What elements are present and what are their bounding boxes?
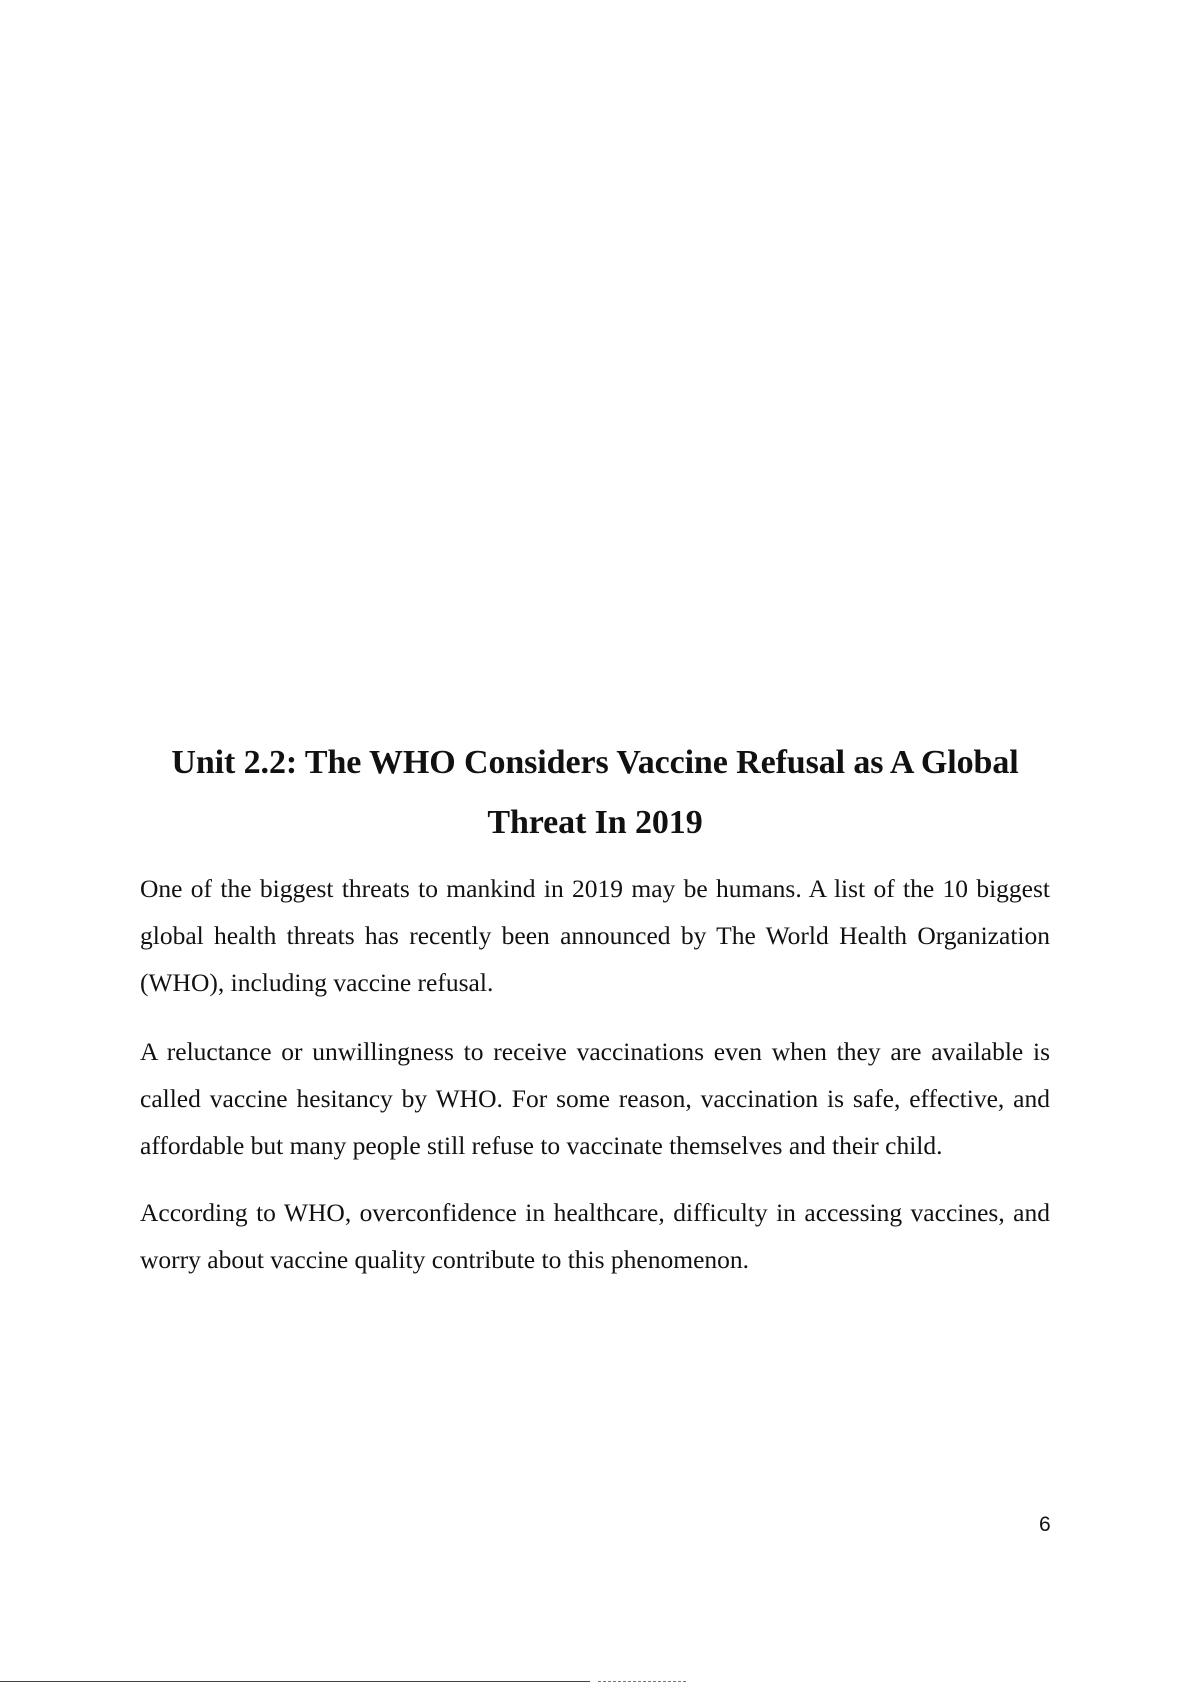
section-heading-line-2: Threat In 2019 bbox=[487, 804, 703, 841]
section-heading bbox=[140, 733, 1050, 853]
footer-rule bbox=[0, 1681, 590, 1682]
body-paragraph-2: A reluctance or unwillingness to receive vaccinations even when they are available is called vaccine hesitancy by WHO. For some reason, vaccination is safe, effective, and affordable but many people still refuse to vaccinate themselves and their child. bbox=[140, 1037, 1050, 1160]
body-paragraph-3: According to WHO, overconfidence in healthcare, difficulty in accessing vaccines, and worry about vaccine quality contribute to this phenomenon. bbox=[140, 1198, 1050, 1274]
footer-rule-dashed bbox=[598, 1681, 686, 1682]
page-number: 6 bbox=[1039, 1513, 1051, 1536]
section-heading-line-1: Unit 2.2: The WHO Considers Vaccine Refusal as A Global bbox=[171, 744, 1019, 781]
page-content bbox=[140, 733, 1050, 1283]
body-paragraph-1: One of the biggest threats to mankind in 2019 may be humans. A list of the 10 biggest global health threats has recently been announced by The World Health Organization (WHO), including vaccine refusal. bbox=[140, 874, 1050, 997]
